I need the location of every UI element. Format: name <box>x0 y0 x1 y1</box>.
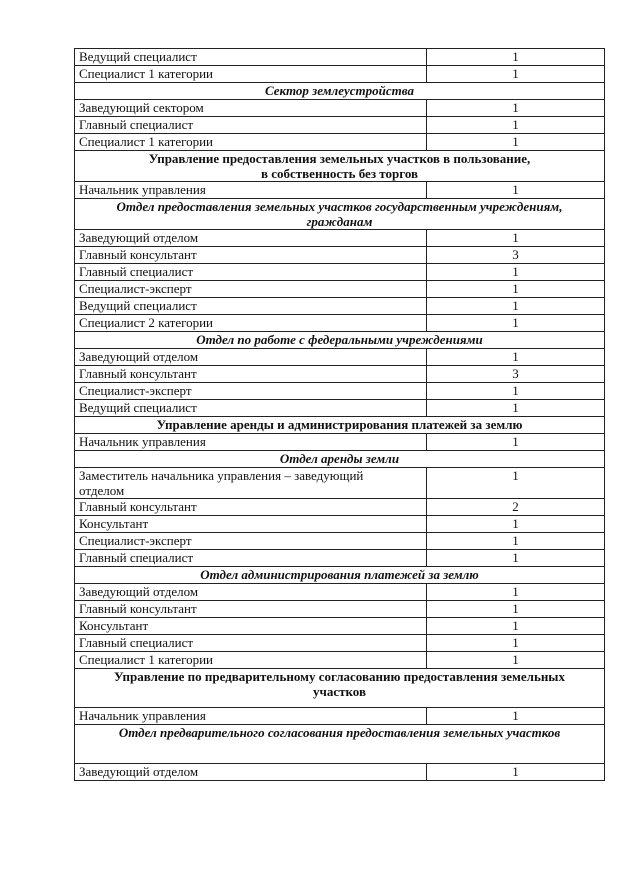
position-count: 3 <box>427 366 605 383</box>
position-count: 1 <box>427 281 605 298</box>
position-count: 3 <box>427 247 605 264</box>
table-row <box>75 618 605 635</box>
position-title-text: Начальник управления <box>79 708 206 723</box>
position-title-text: Заведующий отделом <box>79 349 199 364</box>
section-title-line: Отдел аренды земли <box>279 451 400 466</box>
position-title <box>75 533 427 550</box>
section-title-line: Управление по предварительному согласованию предоставления земельных <box>114 669 565 684</box>
table-row <box>75 516 605 533</box>
position-title-text: Заведующий отделом <box>79 764 199 779</box>
position-title-text: Главный специалист <box>79 635 194 650</box>
position-count: 1 <box>427 349 605 366</box>
position-title-text: Специалист 1 категории <box>79 134 214 149</box>
position-count: 1 <box>427 298 605 315</box>
section-title-line-2: участков <box>312 684 366 699</box>
section-header-row <box>75 725 605 764</box>
position-title <box>75 764 427 781</box>
section-title <box>75 151 605 182</box>
section-title-line: Управление предоставления земельных участков в пользование, <box>148 151 531 166</box>
position-title <box>75 100 427 117</box>
position-title-text: Специалист-эксперт <box>79 281 192 296</box>
position-title <box>75 400 427 417</box>
position-count: 1 <box>427 100 605 117</box>
section-title <box>75 199 605 230</box>
position-title-text: Специалист-эксперт <box>79 383 192 398</box>
position-count: 1 <box>427 134 605 151</box>
position-title <box>75 499 427 516</box>
section-title-line: Отдел по работе с федеральными учреждениями <box>196 332 483 347</box>
position-count: 1 <box>427 315 605 332</box>
position-title-text: Специалист 1 категории <box>79 652 214 667</box>
position-title <box>75 516 427 533</box>
position-title <box>75 182 427 199</box>
staffing-table <box>74 48 605 781</box>
position-title-text: Ведущий специалист <box>79 49 197 64</box>
position-title-text: Главный специалист <box>79 550 194 565</box>
position-title <box>75 349 427 366</box>
table-row <box>75 315 605 332</box>
position-title <box>75 230 427 247</box>
position-title-text: Главный консультант <box>79 247 197 262</box>
position-title <box>75 315 427 332</box>
section-title <box>75 669 605 708</box>
position-title-text: Начальник управления <box>79 434 206 449</box>
section-title-line: Отдел предоставления земельных участков государственным учреждениям, <box>116 199 563 214</box>
position-count: 1 <box>427 230 605 247</box>
table-row <box>75 383 605 400</box>
table-row <box>75 434 605 451</box>
table-row <box>75 100 605 117</box>
position-title-text: Главный консультант <box>79 601 197 616</box>
table-row <box>75 652 605 669</box>
position-title <box>75 264 427 281</box>
position-title <box>75 66 427 83</box>
position-title <box>75 49 427 66</box>
table-row <box>75 550 605 567</box>
section-header-row <box>75 151 605 182</box>
position-title-text: Ведущий специалист <box>79 400 197 415</box>
table-row <box>75 533 605 550</box>
position-title-text: Заместитель начальника управления – заведующий <box>79 468 364 483</box>
position-title-text: Начальник управления <box>79 182 206 197</box>
position-count: 1 <box>427 652 605 669</box>
table-row <box>75 468 605 499</box>
table-row <box>75 230 605 247</box>
position-title-text: Главный консультант <box>79 366 197 381</box>
section-header-row <box>75 83 605 100</box>
section-title <box>75 83 605 100</box>
position-title-text: Главный специалист <box>79 264 194 279</box>
position-title-text: Специалист 1 категории <box>79 66 214 81</box>
position-count: 1 <box>427 400 605 417</box>
position-title <box>75 652 427 669</box>
section-title <box>75 417 605 434</box>
section-header-row <box>75 567 605 584</box>
position-count: 1 <box>427 468 605 499</box>
position-title <box>75 117 427 134</box>
position-title-text: Консультант <box>79 618 149 633</box>
staffing-table-body <box>75 49 605 781</box>
section-title <box>75 451 605 468</box>
position-title-text: Главный консультант <box>79 499 197 514</box>
section-title <box>75 725 605 764</box>
position-count: 1 <box>427 601 605 618</box>
position-count: 1 <box>427 584 605 601</box>
table-row <box>75 281 605 298</box>
position-count: 1 <box>427 516 605 533</box>
position-count: 1 <box>427 708 605 725</box>
position-title <box>75 366 427 383</box>
position-count: 1 <box>427 182 605 199</box>
position-count: 1 <box>427 264 605 281</box>
position-count: 1 <box>427 635 605 652</box>
table-row <box>75 134 605 151</box>
section-header-row <box>75 332 605 349</box>
section-header-row <box>75 199 605 230</box>
table-row <box>75 182 605 199</box>
position-count: 1 <box>427 533 605 550</box>
position-title <box>75 134 427 151</box>
position-title <box>75 618 427 635</box>
position-count: 1 <box>427 434 605 451</box>
table-row <box>75 66 605 83</box>
position-title <box>75 550 427 567</box>
position-title <box>75 708 427 725</box>
position-title-text: Консультант <box>79 516 149 531</box>
position-title <box>75 247 427 264</box>
section-header-row <box>75 669 605 708</box>
position-count: 1 <box>427 383 605 400</box>
position-count: 1 <box>427 764 605 781</box>
position-title-text: Ведущий специалист <box>79 298 197 313</box>
section-title-line: Отдел предварительного согласования предоставления земельных участков <box>118 725 561 740</box>
table-row <box>75 117 605 134</box>
table-row <box>75 349 605 366</box>
section-header-row <box>75 417 605 434</box>
position-title <box>75 468 427 499</box>
section-title-line-2: в собственность без торгов <box>260 166 419 181</box>
table-row <box>75 499 605 516</box>
position-title-text-2: отделом <box>79 483 125 498</box>
table-row <box>75 49 605 66</box>
table-row <box>75 400 605 417</box>
section-header-row <box>75 451 605 468</box>
section-title-line: Управление аренды и администрирования платежей за землю <box>156 417 523 432</box>
table-row <box>75 298 605 315</box>
position-title <box>75 298 427 315</box>
position-title-text: Главный специалист <box>79 117 194 132</box>
table-row <box>75 264 605 281</box>
position-title <box>75 584 427 601</box>
section-title-line: Сектор землеустройства <box>265 83 414 98</box>
table-row <box>75 764 605 781</box>
section-title-line-2: гражданам <box>306 214 373 229</box>
position-title <box>75 383 427 400</box>
table-row <box>75 708 605 725</box>
section-title <box>75 332 605 349</box>
position-title <box>75 281 427 298</box>
position-count: 1 <box>427 618 605 635</box>
position-count: 1 <box>427 49 605 66</box>
position-title-text: Заведующий сектором <box>79 100 204 115</box>
position-title <box>75 635 427 652</box>
position-count: 1 <box>427 66 605 83</box>
position-count: 1 <box>427 550 605 567</box>
section-title-line: Отдел администрирования платежей за землю <box>200 567 479 582</box>
position-count: 2 <box>427 499 605 516</box>
table-row <box>75 366 605 383</box>
position-title <box>75 434 427 451</box>
position-count: 1 <box>427 117 605 134</box>
section-title <box>75 567 605 584</box>
position-title-text: Специалист-эксперт <box>79 533 192 548</box>
table-row <box>75 247 605 264</box>
position-title-text: Специалист 2 категории <box>79 315 214 330</box>
position-title-text: Заведующий отделом <box>79 584 199 599</box>
position-title-text: Заведующий отделом <box>79 230 199 245</box>
position-title <box>75 601 427 618</box>
table-row <box>75 584 605 601</box>
table-row <box>75 601 605 618</box>
table-row <box>75 635 605 652</box>
